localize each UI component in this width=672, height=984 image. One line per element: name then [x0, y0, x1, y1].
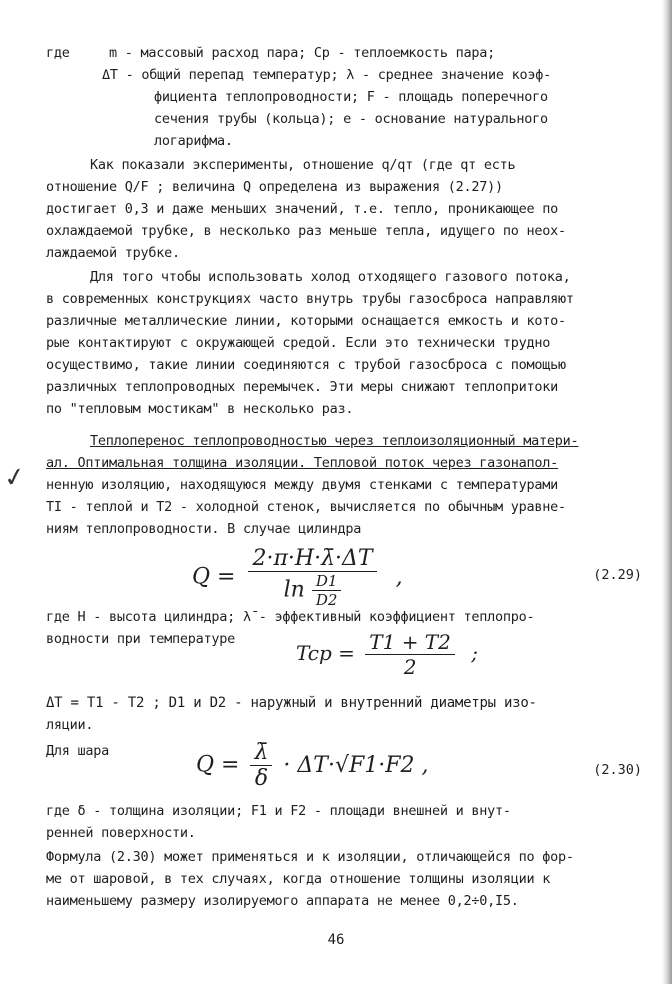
equation-numerator: T1 + T2	[365, 630, 455, 655]
section-heading-line: ал. Оптимальная толщина изоляции. Тепловой поток через газонапол-	[46, 455, 559, 471]
equation-number-2-29: (2.29)	[593, 567, 642, 583]
paragraph-line: охлаждаемой трубке, в несколько раз меньше тепла, идущего по неох-	[46, 223, 566, 239]
paragraph-line: ненную изоляцию, находящуюся между двумя стенками с температурами	[46, 477, 559, 493]
equation-denominator	[248, 572, 376, 609]
page-edge-shadow	[662, 0, 672, 984]
definitions-delta-t	[46, 692, 644, 736]
ln-symbol: ln	[283, 577, 305, 603]
paragraph-line: лаждаемой трубке.	[46, 245, 180, 261]
equation-2-29	[192, 546, 403, 609]
definitions-top	[46, 42, 644, 152]
equation-2-30	[196, 740, 428, 791]
def-line: где δ - толщина изоляции; F1 и F2 - площади внешней и внут-	[46, 803, 511, 819]
paragraph-line: наименьшему размеру изолируемого аппарата не менее 0,2÷0,I5.	[46, 893, 519, 909]
margin-check-mark: ✓	[1, 461, 29, 495]
equation-numerator: 2·π·H·λ̄·ΔT	[248, 546, 376, 572]
def-line-text: m - массовый расход пара; Cp - теплоемкость пара;	[109, 45, 496, 61]
def-line: ляции.	[46, 717, 94, 733]
paragraph-line: ме от шаровой, в тех случаях, когда отношение толщины изоляции к	[46, 871, 551, 887]
paragraph-line: в современных конструкциях часто внутрь трубы газосброса направляют	[46, 291, 574, 307]
paragraph-line: отношение Q/F ; величина Q определена из выражения (2.27))	[46, 179, 503, 195]
paragraph-line: достигает 0,3 и даже меньших значений, т.е. тепло, проникающее по	[46, 201, 559, 217]
equation-denominator: 2	[403, 655, 417, 679]
diameter-ratio-den: D2	[315, 591, 338, 609]
equation-lhs: Q =	[192, 564, 236, 590]
section-heading-line: Теплоперенос теплопроводностью через теплоизоляционный матери-	[90, 433, 579, 449]
paragraph-experiments	[46, 154, 644, 264]
def-line: фициента теплопроводности; F - площадь поперечного	[154, 89, 548, 105]
definitions-2-30	[46, 800, 644, 844]
paragraph-line: осуществимо, такие линии соединяются с трубой газосброса с помощью	[46, 357, 566, 373]
paragraph-line: рые контактируют с окружающей средой. Если это технически трудно	[46, 335, 551, 351]
page-number: 46	[327, 932, 345, 948]
paragraph-line: различных теплопроводных перемычек. Эти меры снижают теплопритоки	[46, 379, 559, 395]
equation-numerator: λ̄	[250, 740, 272, 766]
def-line: логарифма.	[154, 133, 233, 149]
sphere-label-text: Для шара	[46, 743, 110, 759]
equation-semicolon: ;	[471, 641, 478, 665]
paragraph-line: Для того чтобы использовать холод отходящего газового потока,	[90, 269, 571, 285]
def-line: ΔT = T1 - T2 ; D1 и D2 - наружный и внутренний диаметры изо-	[46, 695, 537, 711]
equation-fraction	[365, 630, 455, 679]
equation-tcp	[296, 630, 478, 679]
paragraph-line: различные металлические линии, которыми оснащается емкость и кото-	[46, 313, 566, 329]
paragraph-heat-transfer	[46, 430, 644, 540]
paragraph-cold-gas	[46, 266, 644, 420]
equation-lhs: Q =	[196, 752, 240, 778]
equation-rest: · ΔT·√F1·F2 ,	[283, 752, 429, 778]
paragraph-line: Как показали эксперименты, отношение q/qт (где qт есть	[90, 157, 516, 173]
def-line: где H - высота цилиндра; λ̄ - эффективный коэффициент теплопро-	[46, 609, 535, 625]
equation-comma: ,	[395, 564, 403, 590]
equation-number-2-30: (2.30)	[593, 762, 642, 778]
equation-denominator: δ	[254, 766, 269, 791]
def-line: сечения трубы (кольца); e - основание натурального	[154, 111, 548, 127]
def-line: ренней поверхности.	[46, 825, 196, 841]
paragraph-line: ниям теплопроводности. В случае цилиндра	[46, 521, 362, 537]
paragraph-formula-applicability	[46, 846, 644, 912]
gde-word: где	[46, 45, 70, 61]
diameter-ratio-num: D1	[312, 572, 342, 591]
def-line: водности при температуре	[46, 631, 236, 647]
def-line: ΔT - общий перепад температур; λ - среднее значение коэф-	[102, 67, 552, 83]
paragraph-line: по "тепловым мостикам" в несколько раз.	[46, 401, 354, 417]
equation-lhs: Tcp =	[296, 641, 355, 665]
equation-fraction	[248, 546, 376, 609]
paragraph-line: Формула (2.30) может применяться и к изоляции, отличающейся по фор-	[46, 849, 574, 865]
equation-fraction	[250, 740, 272, 791]
diameter-ratio	[312, 572, 342, 609]
paragraph-line: TI - теплой и T2 - холодной стенок, вычисляется по обычным уравне-	[46, 499, 566, 515]
def-line	[46, 42, 644, 64]
